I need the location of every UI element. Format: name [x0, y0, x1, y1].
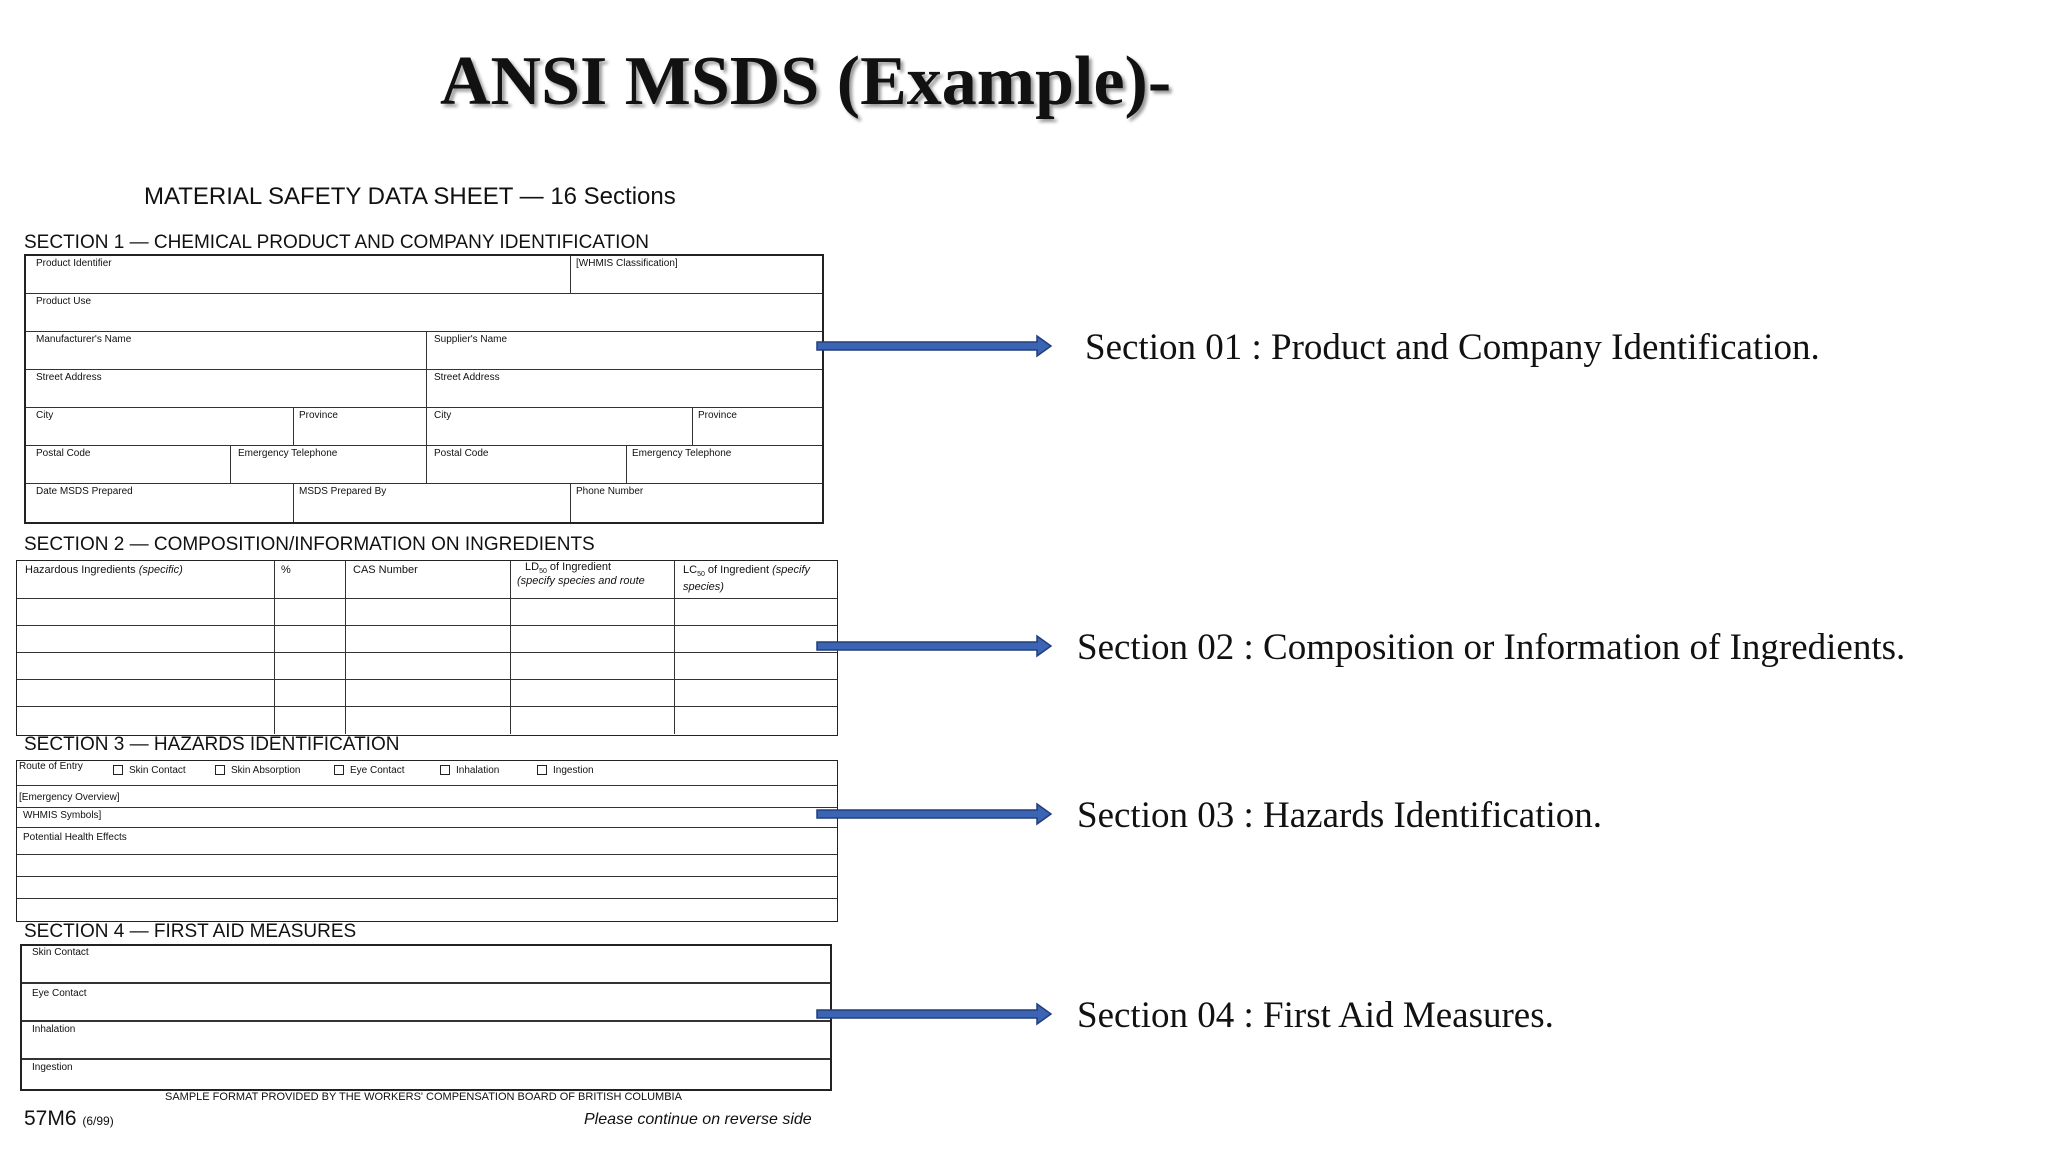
s3-blank-row: [17, 877, 837, 899]
ingestion-label: Ingestion: [32, 1062, 73, 1073]
form-code: 57M6 (6/99): [24, 1107, 114, 1130]
inhalation-label: Inhalation: [32, 1024, 76, 1035]
checkbox-icon[interactable]: [440, 765, 450, 775]
section1-heading: SECTION 1 — CHEMICAL PRODUCT AND COMPANY IDENTIFICATION: [24, 232, 649, 253]
arrow-right-icon: [815, 334, 1053, 358]
form-title: MATERIAL SAFETY DATA SHEET — 16 Sections: [144, 183, 676, 210]
section4-table: [20, 944, 832, 1091]
city-label-1: City: [36, 410, 54, 421]
checkbox-icon[interactable]: [537, 765, 547, 775]
arrow-right-icon: [815, 802, 1053, 826]
city-label-2: City: [434, 410, 452, 421]
s3-whmis-row: [17, 808, 837, 828]
manufacturer-name-label: Manufacturer's Name: [36, 334, 132, 345]
s3-blank-row: [17, 855, 837, 877]
province-label-1: Province: [299, 410, 338, 421]
s4-eye-row: [22, 984, 830, 1022]
prepared-by-label: MSDS Prepared By: [299, 486, 387, 497]
street-address-label-1: Street Address: [36, 372, 102, 383]
postal-code-label-1: Postal Code: [36, 448, 91, 459]
annotation-section-02: Section 02 : Composition or Information of Ingredients.: [1077, 627, 1906, 668]
section2-table: [16, 560, 838, 736]
s3-blank-row: [17, 899, 837, 921]
section3-table: [16, 760, 838, 922]
col-percent-label: %: [281, 564, 291, 576]
s1-row-city: [26, 408, 822, 446]
s2-header-row: [17, 561, 837, 599]
section4-heading: SECTION 4 — FIRST AID MEASURES: [24, 921, 357, 942]
s2-row: [17, 680, 837, 707]
skin-contact-label: Skin Contact: [32, 947, 89, 958]
s1-row-use: [26, 294, 822, 332]
slide-title: ANSI MSDS (Example)-: [440, 43, 1172, 120]
supplier-name-label: Supplier's Name: [434, 334, 508, 345]
s1-row-names: [26, 332, 822, 370]
arrow-right-icon: [815, 1002, 1053, 1026]
checkbox-icon[interactable]: [334, 765, 344, 775]
route-eye-contact: Eye Contact: [334, 765, 404, 776]
col-lc50-note: species): [683, 581, 724, 593]
s4-skin-row: [22, 946, 830, 984]
date-prepared-label: Date MSDS Prepared: [36, 486, 133, 497]
s2-row: [17, 626, 837, 653]
continue-note: Please continue on reverse side: [584, 1111, 812, 1128]
eye-contact-label: Eye Contact: [32, 988, 87, 999]
route-of-entry-label: Route of Entry: [19, 761, 83, 772]
potential-health-effects-label: Potential Health Effects: [23, 832, 127, 843]
section2-heading: SECTION 2 — COMPOSITION/INFORMATION ON INGREDIENTS: [24, 534, 595, 555]
section3-heading: SECTION 3 — HAZARDS IDENTIFICATION: [24, 734, 400, 755]
annotation-section-03: Section 03 : Hazards Identification.: [1077, 795, 1603, 836]
sample-format-note: SAMPLE FORMAT PROVIDED BY THE WORKERS' COMPENSATION BOARD OF BRITISH COLUMBIA: [165, 1091, 682, 1103]
s4-ingestion-row: [22, 1060, 830, 1089]
section1-table: [24, 254, 824, 524]
s3-route-row: [17, 761, 837, 786]
product-identifier-label: Product Identifier: [36, 258, 112, 269]
route-inhalation: Inhalation: [440, 765, 499, 776]
route-skin-absorption: Skin Absorption: [215, 765, 301, 776]
col-cas-label: CAS Number: [353, 564, 418, 576]
phone-number-label: Phone Number: [576, 486, 644, 497]
s4-inhalation-row: [22, 1022, 830, 1060]
province-label-2: Province: [698, 410, 737, 421]
whmis-symbols-label: WHMIS Symbols]: [23, 810, 102, 821]
emergency-telephone-label-1: Emergency Telephone: [238, 448, 338, 459]
s3-emergency-row: [17, 786, 837, 808]
s2-row: [17, 599, 837, 626]
street-address-label-2: Street Address: [434, 372, 500, 383]
annotation-section-01: Section 01 : Product and Company Identification.: [1085, 327, 1820, 368]
s1-row-postal: [26, 446, 822, 484]
postal-code-label-2: Postal Code: [434, 448, 489, 459]
route-ingestion: Ingestion: [537, 765, 594, 776]
col-ld50-label: $LD_{50}$ of Ingredient: [525, 561, 612, 576]
checkbox-icon[interactable]: [215, 765, 225, 775]
s1-row-street: [26, 370, 822, 408]
checkbox-icon[interactable]: [113, 765, 123, 775]
arrow-right-icon: [815, 634, 1053, 658]
s1-row-prepared: [26, 484, 822, 522]
s2-row: [17, 653, 837, 680]
col-ld50-note: (specify species and route: [517, 575, 645, 587]
whmis-classification-label: [WHMIS Classification]: [576, 258, 678, 269]
s3-health-row: [17, 828, 837, 855]
col-hazardous-label: Hazardous Ingredients (specific): [25, 564, 183, 576]
s2-row: [17, 707, 837, 734]
s1-row-product: [26, 256, 822, 294]
emergency-overview-label: [Emergency Overview]: [19, 792, 120, 803]
route-skin-contact: Skin Contact: [113, 765, 186, 776]
emergency-telephone-label-2: Emergency Telephone: [632, 448, 732, 459]
annotation-section-04: Section 04 : First Aid Measures.: [1077, 995, 1554, 1036]
product-use-label: Product Use: [36, 296, 92, 307]
col-lc50-label: $LC_{50}$ of Ingredient (specify: [683, 564, 811, 579]
